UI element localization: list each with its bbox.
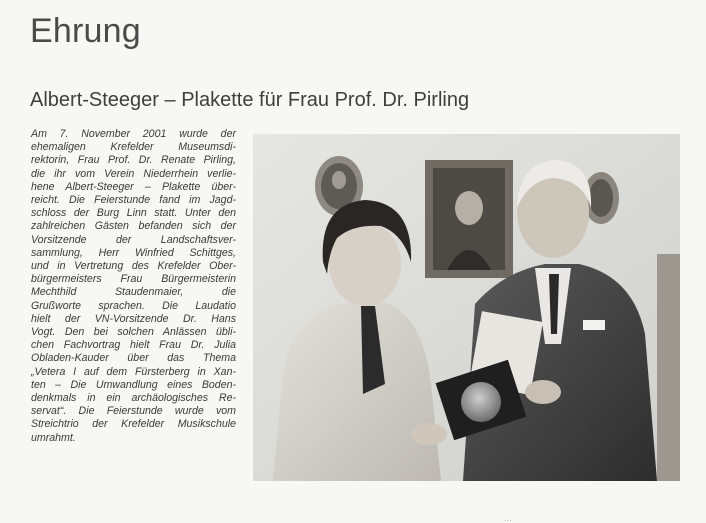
body-line: die ihr vom Verein Niederrhein verlie-: [31, 167, 236, 180]
framed-portrait: [425, 160, 513, 278]
cabinet-right: [657, 254, 680, 481]
section-title: Ehrung: [30, 12, 141, 50]
body-line: zahlreichen Gästen befanden sich der: [31, 220, 236, 233]
award-photo-illustration: [253, 134, 680, 481]
body-line: Obladen-Kauder über das Thema: [31, 352, 236, 365]
body-line: „Vetera I auf dem Fürsterberg in Xan-: [31, 365, 236, 378]
body-line: bürgermeisters Frau Bürgermeisterin: [31, 273, 236, 286]
medal: [461, 382, 501, 422]
article-headline: Albert-Steeger – Plakette für Frau Prof. Dr. Pirling: [30, 89, 470, 111]
body-line: sammlung, Herr Winfried Schittges,: [31, 246, 236, 259]
footer-fragment: ...: [504, 514, 513, 523]
body-line: rektorin, Frau Prof. Dr. Renate Pirling,: [31, 154, 236, 167]
body-line: Vogt. Den bei solchen Anlässen übli-: [31, 326, 236, 339]
body-line: denkmals in ein archäologisches Re-: [31, 392, 236, 405]
hand: [411, 423, 447, 445]
body-line: hene Albert-Steeger – Plakette über-: [31, 180, 236, 193]
body-line: reicht. Die Feierstunde fand im Jagd-: [31, 194, 236, 207]
body-line: Am 7. November 2001 wurde der: [31, 128, 236, 140]
article-body: [31, 128, 236, 445]
body-line: schloss der Burg Linn statt. Unter den: [31, 207, 236, 220]
body-line: Streichtrio der Krefelder Musikschule: [31, 418, 236, 431]
body-line: Mechthild Staudenmaier, die: [31, 286, 236, 299]
hand: [525, 380, 561, 404]
body-line: servat“. Die Feierstunde wurde vom: [31, 405, 236, 418]
body-line: ten – Die Umwandlung eines Boden-: [31, 378, 236, 391]
body-line: umrahmt.: [31, 431, 76, 444]
body-line: ehemaligen Krefelder Museumsdi-: [31, 141, 236, 154]
body-line: Grußworte sprachen. Die Laudatio: [31, 299, 236, 312]
body-line: und in Vertretung des Krefelder Ober-: [31, 260, 236, 273]
award-photo: [253, 134, 680, 481]
body-line: chen Fachvortrag hielt Frau Dr. Julia: [31, 339, 236, 352]
body-line: hielt der VN-Vorsitzende Dr. Hans: [31, 312, 236, 325]
body-line: Vorsitzende der Landschaftsver-: [31, 233, 236, 246]
